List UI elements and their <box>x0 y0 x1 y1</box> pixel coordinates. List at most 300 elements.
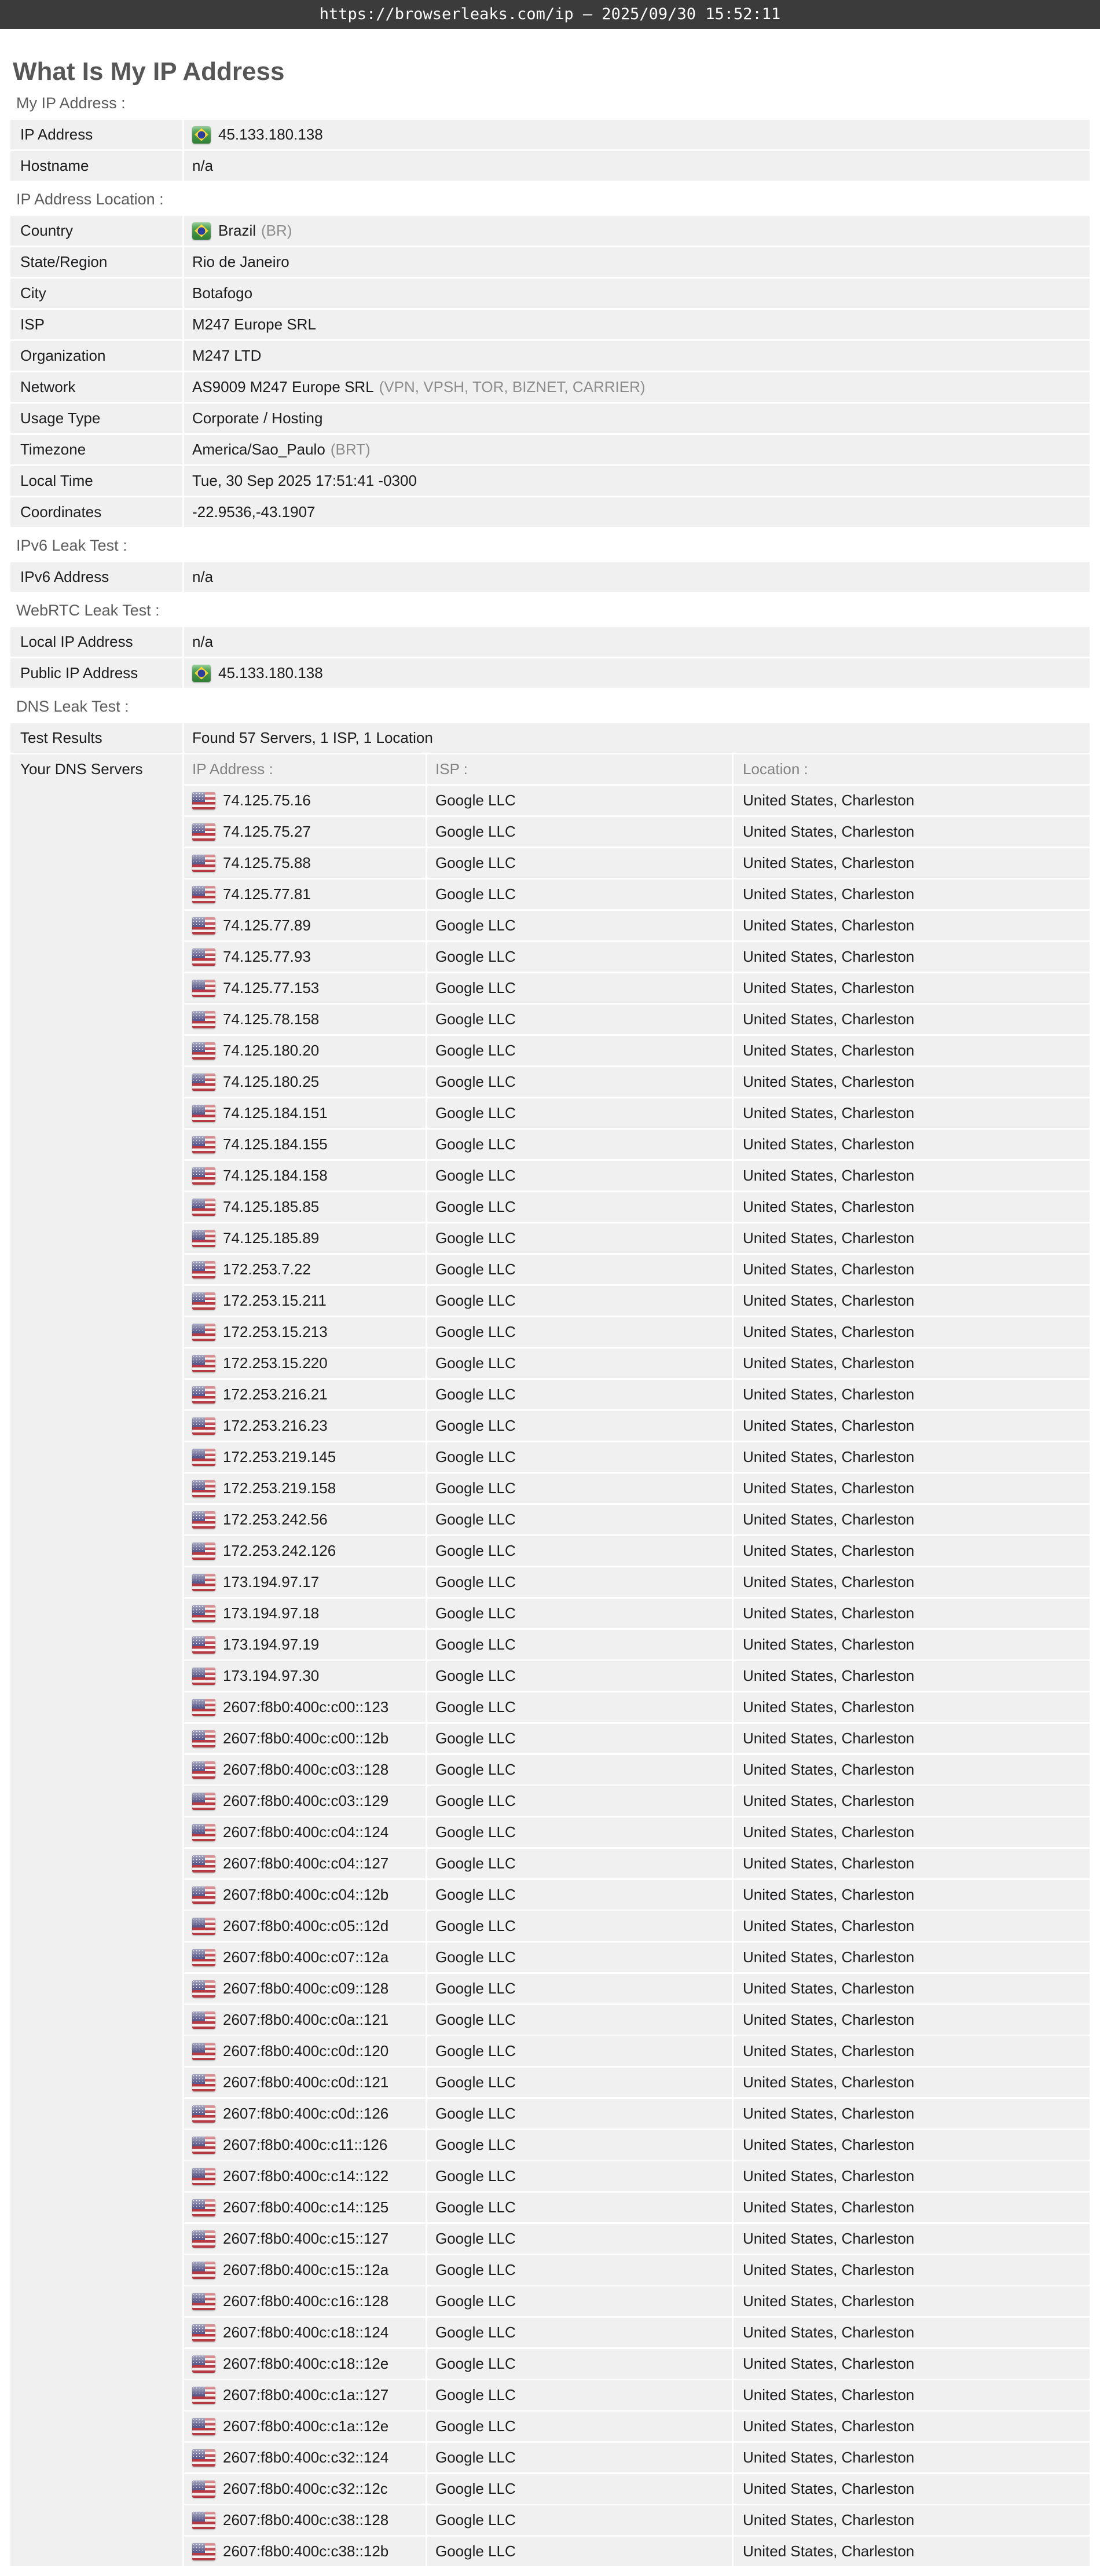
ipv6-table <box>10 562 1090 592</box>
section-heading-my-ip: My IP Address : <box>16 94 126 112</box>
table-row <box>10 404 1090 433</box>
dns-isp-value: Google LLC <box>435 2011 516 2028</box>
dns-server-row <box>184 1880 1090 1910</box>
dns-isp-value: Google LLC <box>435 1448 516 1465</box>
dns-location-cell <box>732 1692 1090 1722</box>
dns-isp-value: Google LLC <box>435 1417 516 1434</box>
webrtc-table <box>10 627 1090 688</box>
dns-ip-cell <box>184 2130 426 2160</box>
dns-isp-cell <box>426 2255 732 2285</box>
dns-location-value: United States, Charleston <box>743 2230 915 2247</box>
dns-location-cell <box>732 2380 1090 2410</box>
dns-isp-value: Google LLC <box>435 1792 516 1809</box>
dns-ip-cell <box>184 942 426 972</box>
dns-server-row <box>184 848 1090 878</box>
us-flag-icon <box>192 1699 215 1716</box>
dns-isp-value: Google LLC <box>435 948 516 965</box>
dns-location-value: United States, Charleston <box>743 979 915 996</box>
dns-ip-value: 2607:f8b0:400c:c1a::12e <box>223 2417 389 2435</box>
dns-server-row <box>184 2286 1090 2316</box>
dns-ip-value: 173.194.97.30 <box>223 1667 320 1684</box>
row-label: Timezone <box>20 441 86 458</box>
us-flag-icon <box>192 2449 215 2467</box>
dns-server-row <box>184 1849 1090 1878</box>
dns-isp-value: Google LLC <box>435 1104 516 1122</box>
dns-location-cell <box>732 973 1090 1003</box>
dns-isp-value: Google LLC <box>435 2511 516 2529</box>
dns-location-cell <box>732 817 1090 847</box>
dns-server-row <box>184 1098 1090 1128</box>
dns-location-value: United States, Charleston <box>743 1479 915 1497</box>
dns-ip-cell <box>184 817 426 847</box>
dns-location-value: United States, Charleston <box>743 1167 915 1184</box>
dns-isp-value: Google LLC <box>435 2292 516 2310</box>
usage-type-value: Corporate / Hosting <box>192 409 323 427</box>
dns-ip-value: 74.125.184.158 <box>223 1167 328 1184</box>
dns-server-row <box>184 2161 1090 2191</box>
dns-location-value: United States, Charleston <box>743 1135 915 1153</box>
row-label: Organization <box>20 347 106 364</box>
dns-isp-cell <box>426 1098 732 1128</box>
dns-ip-cell <box>184 2161 426 2191</box>
dns-isp-value: Google LLC <box>435 1823 516 1841</box>
dns-isp-value: Google LLC <box>435 2542 516 2560</box>
dns-ip-value: 2607:f8b0:400c:c15::127 <box>223 2230 389 2247</box>
dns-ip-cell <box>184 2068 426 2097</box>
dns-ip-value: 74.125.180.25 <box>223 1073 320 1090</box>
dns-isp-cell <box>426 911 732 940</box>
dns-isp-cell <box>426 1536 732 1566</box>
row-value <box>182 404 1090 433</box>
dns-table-header <box>184 754 1090 784</box>
dns-location-cell <box>732 2224 1090 2253</box>
section-heading-ipv6: IPv6 Leak Test : <box>16 537 127 554</box>
dns-isp-cell <box>426 1036 732 1065</box>
dns-location-value: United States, Charleston <box>743 1917 915 1934</box>
dns-ip-value: 172.253.242.56 <box>223 1511 328 1528</box>
dns-server-row <box>184 2412 1090 2441</box>
dns-location-value: United States, Charleston <box>743 1542 915 1559</box>
dns-server-row <box>184 1786 1090 1816</box>
network-tags: (VPN, VPSH, TOR, BIZNET, CARRIER) <box>379 378 646 395</box>
dns-isp-value: Google LLC <box>435 2449 516 2466</box>
dns-ip-cell <box>184 2537 426 2566</box>
row-value <box>182 341 1090 371</box>
dns-isp-cell <box>426 942 732 972</box>
dns-ip-cell <box>184 1786 426 1816</box>
dns-isp-value: Google LLC <box>435 1292 516 1309</box>
dns-ip-value: 74.125.184.151 <box>223 1104 328 1122</box>
dns-isp-value: Google LLC <box>435 792 516 809</box>
dns-location-cell <box>732 1161 1090 1190</box>
dns-location-value: United States, Charleston <box>743 1729 915 1747</box>
row-value <box>182 247 1090 277</box>
dns-ip-cell <box>184 2036 426 2066</box>
dns-isp-cell <box>426 2349 732 2379</box>
dns-location-value: United States, Charleston <box>743 1573 915 1591</box>
dns-location-value: United States, Charleston <box>743 1604 915 1622</box>
dns-server-row <box>184 1911 1090 1941</box>
dns-ip-value: 2607:f8b0:400c:c04::127 <box>223 1855 389 1872</box>
dns-ip-cell <box>184 973 426 1003</box>
dns-location-cell <box>732 2099 1090 2128</box>
dns-isp-cell <box>426 1567 732 1597</box>
dns-isp-cell <box>426 2537 732 2566</box>
dns-ip-cell <box>184 2005 426 2035</box>
dns-server-row <box>184 1223 1090 1253</box>
dns-location-cell <box>732 1630 1090 1659</box>
dns-ip-value: 173.194.97.19 <box>223 1636 320 1653</box>
dns-isp-cell <box>426 2036 732 2066</box>
dns-location-cell <box>732 2193 1090 2222</box>
brazil-flag-icon <box>192 665 211 682</box>
dns-ip-value: 2607:f8b0:400c:c00::123 <box>223 1698 389 1716</box>
dns-location-cell <box>732 1255 1090 1284</box>
dns-ip-cell <box>184 1380 426 1409</box>
dns-isp-cell <box>426 1223 732 1253</box>
us-flag-icon <box>192 1542 215 1560</box>
dns-server-row <box>184 2005 1090 2035</box>
dns-location-value: United States, Charleston <box>743 2386 915 2403</box>
dns-isp-value: Google LLC <box>435 1135 516 1153</box>
us-flag-icon <box>192 1636 215 1654</box>
dns-location-value: United States, Charleston <box>743 1417 915 1434</box>
dns-location-value: United States, Charleston <box>743 917 915 934</box>
dns-ip-cell <box>184 2099 426 2128</box>
dns-ip-value: 2607:f8b0:400c:c16::128 <box>223 2292 389 2310</box>
dns-isp-value: Google LLC <box>435 1354 516 1372</box>
dns-ip-value: 2607:f8b0:400c:c18::12e <box>223 2355 389 2372</box>
us-flag-icon <box>192 1105 215 1122</box>
dns-isp-value: Google LLC <box>435 917 516 934</box>
section-heading-location: IP Address Location : <box>16 190 164 208</box>
dns-isp-cell <box>426 848 732 878</box>
us-flag-icon <box>192 1230 215 1247</box>
dns-isp-cell <box>426 1974 732 2003</box>
row-value <box>182 658 1090 688</box>
dns-isp-cell <box>426 1755 732 1784</box>
us-flag-icon <box>192 2074 215 2091</box>
dns-isp-cell <box>426 1474 732 1503</box>
row-label: Country <box>20 222 74 239</box>
dns-location-value: United States, Charleston <box>743 2136 915 2153</box>
dns-server-row <box>184 1599 1090 1628</box>
dns-ip-cell <box>184 1349 426 1378</box>
dns-isp-cell <box>426 1911 732 1941</box>
dns-isp-value: Google LLC <box>435 1980 516 1997</box>
dns-isp-cell <box>426 2505 732 2535</box>
dns-isp-cell <box>426 1661 732 1691</box>
dns-isp-value: Google LLC <box>435 1729 516 1747</box>
dns-server-row <box>184 2443 1090 2472</box>
dns-ip-value: 2607:f8b0:400c:c04::124 <box>223 1823 389 1841</box>
us-flag-icon <box>192 1324 215 1341</box>
row-label: Local IP Address <box>20 633 133 650</box>
dns-ip-cell <box>184 1755 426 1784</box>
country-value: Brazil <box>218 222 256 239</box>
dns-isp-cell <box>426 817 732 847</box>
dns-server-row <box>184 1036 1090 1065</box>
dns-location-value: United States, Charleston <box>743 2511 915 2529</box>
dns-isp-cell <box>426 1192 732 1222</box>
dns-ip-cell <box>184 1505 426 1534</box>
dns-location-cell <box>732 2318 1090 2347</box>
dns-location-cell <box>732 2443 1090 2472</box>
row-label: Network <box>20 378 76 395</box>
us-flag-icon <box>192 2480 215 2498</box>
dns-table <box>10 723 1090 2566</box>
dns-server-row <box>184 1630 1090 1659</box>
row-label: Local Time <box>20 472 93 489</box>
dns-isp-cell <box>426 2286 732 2316</box>
dns-location-value: United States, Charleston <box>743 1354 915 1372</box>
dns-location-value: United States, Charleston <box>743 1260 915 1278</box>
dns-ip-value: 2607:f8b0:400c:c14::125 <box>223 2198 389 2216</box>
dns-isp-cell <box>426 1411 732 1441</box>
dns-location-cell <box>732 2036 1090 2066</box>
dns-location-value: United States, Charleston <box>743 792 915 809</box>
dns-location-value: United States, Charleston <box>743 1323 915 1340</box>
dns-location-value: United States, Charleston <box>743 2449 915 2466</box>
dns-ip-value: 74.125.75.88 <box>223 854 311 871</box>
dns-server-row <box>184 2255 1090 2285</box>
dns-isp-value: Google LLC <box>435 1010 516 1028</box>
dns-location-cell <box>732 1474 1090 1503</box>
section-heading-webrtc: WebRTC Leak Test : <box>16 602 160 619</box>
dns-ip-value: 2607:f8b0:400c:c09::128 <box>223 1980 389 1997</box>
dns-isp-value: Google LLC <box>435 1198 516 1215</box>
dns-ip-cell <box>184 1974 426 2003</box>
us-flag-icon <box>192 2355 215 2373</box>
us-flag-icon <box>192 1855 215 1873</box>
dns-location-value: United States, Charleston <box>743 1823 915 1841</box>
row-value <box>182 497 1090 527</box>
dns-ip-value: 74.125.185.85 <box>223 1198 320 1215</box>
dns-isp-cell <box>426 1692 732 1722</box>
us-flag-icon <box>192 1355 215 1372</box>
dns-location-cell <box>732 1067 1090 1097</box>
dns-location-cell <box>732 2349 1090 2379</box>
us-flag-icon <box>192 2199 215 2216</box>
dns-ip-cell <box>184 2412 426 2441</box>
dns-location-value: United States, Charleston <box>743 2292 915 2310</box>
dns-ip-value: 2607:f8b0:400c:c18::124 <box>223 2324 389 2341</box>
dns-location-cell <box>732 1380 1090 1409</box>
dns-location-value: United States, Charleston <box>743 2355 915 2372</box>
dns-isp-value: Google LLC <box>435 2136 516 2153</box>
dns-location-cell <box>732 2286 1090 2316</box>
row-value <box>182 627 1090 657</box>
dns-ip-value: 2607:f8b0:400c:c0d::121 <box>223 2073 389 2091</box>
row-value <box>182 310 1090 339</box>
dns-isp-cell <box>426 2005 732 2035</box>
table-row <box>10 279 1090 308</box>
dns-ip-value: 2607:f8b0:400c:c00::12b <box>223 1729 389 1747</box>
dns-server-row <box>184 2099 1090 2128</box>
dns-ip-value: 74.125.77.89 <box>223 917 311 934</box>
dns-location-cell <box>732 1536 1090 1566</box>
us-flag-icon <box>192 1136 215 1153</box>
dns-ip-cell <box>184 2349 426 2379</box>
dns-isp-value: Google LLC <box>435 1698 516 1716</box>
dns-server-row <box>184 1661 1090 1691</box>
table-row <box>10 435 1090 464</box>
dns-ip-cell <box>184 1599 426 1628</box>
dns-isp-cell <box>426 1161 732 1190</box>
table-row <box>10 372 1090 402</box>
dns-ip-value: 2607:f8b0:400c:c03::128 <box>223 1761 389 1778</box>
dns-server-row <box>184 1474 1090 1503</box>
dns-location-cell <box>732 1349 1090 1378</box>
dns-location-value: United States, Charleston <box>743 1073 915 1090</box>
dns-isp-value: Google LLC <box>435 1511 516 1528</box>
dns-isp-cell <box>426 1630 732 1659</box>
us-flag-icon <box>192 2418 215 2435</box>
dns-isp-cell <box>426 2161 732 2191</box>
dns-ip-cell <box>184 1067 426 1097</box>
dns-isp-value: Google LLC <box>435 1948 516 1966</box>
row-label: Coordinates <box>20 503 102 521</box>
us-flag-icon <box>192 1730 215 1747</box>
us-flag-icon <box>192 1011 215 1028</box>
dns-location-value: United States, Charleston <box>743 2542 915 2560</box>
dns-ip-cell <box>184 1130 426 1159</box>
dns-isp-value: Google LLC <box>435 2417 516 2435</box>
test-results-value <box>182 723 1090 753</box>
dns-isp-value: Google LLC <box>435 885 516 903</box>
dns-server-row <box>184 2380 1090 2410</box>
dns-isp-value: Google LLC <box>435 2261 516 2278</box>
dns-server-row <box>184 1130 1090 1159</box>
us-flag-icon <box>192 917 215 935</box>
brazil-flag-icon <box>192 126 211 144</box>
dns-server-row <box>184 1724 1090 1753</box>
dns-ip-value: 74.125.77.153 <box>223 979 320 996</box>
dns-ip-value: 2607:f8b0:400c:c1a::127 <box>223 2386 389 2403</box>
dns-location-cell <box>732 2068 1090 2097</box>
dns-ip-value: 172.253.219.158 <box>223 1479 336 1497</box>
dns-ip-value: 74.125.78.158 <box>223 1010 320 1028</box>
table-row <box>10 723 1090 753</box>
dns-location-cell <box>732 1317 1090 1347</box>
dns-ip-cell <box>184 1442 426 1472</box>
dns-location-cell <box>732 1786 1090 1816</box>
dns-ip-value: 2607:f8b0:400c:c15::12a <box>223 2261 389 2278</box>
dns-isp-cell <box>426 1442 732 1472</box>
dns-ip-cell <box>184 1911 426 1941</box>
us-flag-icon <box>192 1449 215 1466</box>
row-label: State/Region <box>20 253 108 270</box>
dns-server-row <box>184 973 1090 1003</box>
table-row <box>10 497 1090 527</box>
dns-server-row <box>184 942 1090 972</box>
us-flag-icon <box>192 1918 215 1935</box>
dns-ip-value: 74.125.75.16 <box>223 792 311 809</box>
dns-isp-value: Google LLC <box>435 2355 516 2372</box>
dns-ip-value: 2607:f8b0:400c:c11::126 <box>223 2136 388 2153</box>
dns-ip-cell <box>184 1223 426 1253</box>
dns-ip-cell <box>184 2224 426 2253</box>
dns-ip-cell <box>184 1880 426 1910</box>
dns-isp-value: Google LLC <box>435 1542 516 1559</box>
dns-ip-cell <box>184 880 426 909</box>
dns-server-row <box>184 1005 1090 1034</box>
dns-location-cell <box>732 1818 1090 1847</box>
dns-location-value: United States, Charleston <box>743 2198 915 2216</box>
column-header-location: Location : <box>732 754 1090 784</box>
dns-isp-value: Google LLC <box>435 2073 516 2091</box>
row-value <box>182 120 1090 149</box>
row-label: Usage Type <box>20 409 101 427</box>
us-flag-icon <box>192 886 215 903</box>
dns-ip-cell <box>184 848 426 878</box>
dns-isp-value: Google LLC <box>435 1229 516 1247</box>
us-flag-icon <box>192 1668 215 1685</box>
dns-ip-cell <box>184 1943 426 1972</box>
us-flag-icon <box>192 2168 215 2185</box>
dns-rows-container <box>184 786 1090 2566</box>
row-label: ISP <box>20 316 45 333</box>
us-flag-icon <box>192 1511 215 1529</box>
dns-server-row <box>184 1442 1090 1472</box>
table-row <box>10 562 1090 592</box>
local-time-value: Tue, 30 Sep 2025 17:51:41 -0300 <box>192 472 417 489</box>
dns-ip-cell <box>184 1036 426 1065</box>
dns-location-cell <box>732 1192 1090 1222</box>
dns-isp-value: Google LLC <box>435 1604 516 1622</box>
dns-ip-value: 2607:f8b0:400c:c0d::120 <box>223 2042 389 2060</box>
dns-isp-cell <box>426 1505 732 1534</box>
dns-ip-cell <box>184 1005 426 1034</box>
dns-server-row <box>184 1317 1090 1347</box>
dns-ip-value: 74.125.185.89 <box>223 1229 320 1247</box>
dns-location-value: United States, Charleston <box>743 885 915 903</box>
dns-location-cell <box>732 2005 1090 2035</box>
dns-isp-value: Google LLC <box>435 1573 516 1591</box>
row-value <box>182 151 1090 181</box>
us-flag-icon <box>192 1793 215 1810</box>
dns-server-row <box>184 1943 1090 1972</box>
dns-isp-cell <box>426 1818 732 1847</box>
ipv6-address-value: n/a <box>192 568 214 585</box>
dns-ip-cell <box>184 1849 426 1878</box>
dns-ip-cell <box>184 1192 426 1222</box>
dns-server-row <box>184 1255 1090 1284</box>
dns-isp-value: Google LLC <box>435 2167 516 2185</box>
dns-server-row <box>184 1192 1090 1222</box>
dns-location-cell <box>732 2130 1090 2160</box>
dns-isp-value: Google LLC <box>435 2386 516 2403</box>
dns-location-cell <box>732 1005 1090 1034</box>
dns-ip-cell <box>184 1161 426 1190</box>
table-row <box>10 310 1090 339</box>
dns-isp-cell <box>426 1849 732 1878</box>
row-label: Public IP Address <box>20 664 138 681</box>
dns-isp-cell <box>426 1067 732 1097</box>
dns-location-value: United States, Charleston <box>743 823 915 840</box>
us-flag-icon <box>192 2387 215 2404</box>
dns-server-row <box>184 1067 1090 1097</box>
row-value <box>182 466 1090 496</box>
dns-ip-cell <box>184 2193 426 2222</box>
dns-isp-cell <box>426 1005 732 1034</box>
dns-ip-value: 172.253.15.220 <box>223 1354 328 1372</box>
dns-ip-value: 2607:f8b0:400c:c14::122 <box>223 2167 389 2185</box>
dns-ip-value: 2607:f8b0:400c:c07::12a <box>223 1948 389 1966</box>
dns-ip-cell <box>184 1474 426 1503</box>
dns-location-cell <box>732 880 1090 909</box>
dns-isp-cell <box>426 1599 732 1628</box>
